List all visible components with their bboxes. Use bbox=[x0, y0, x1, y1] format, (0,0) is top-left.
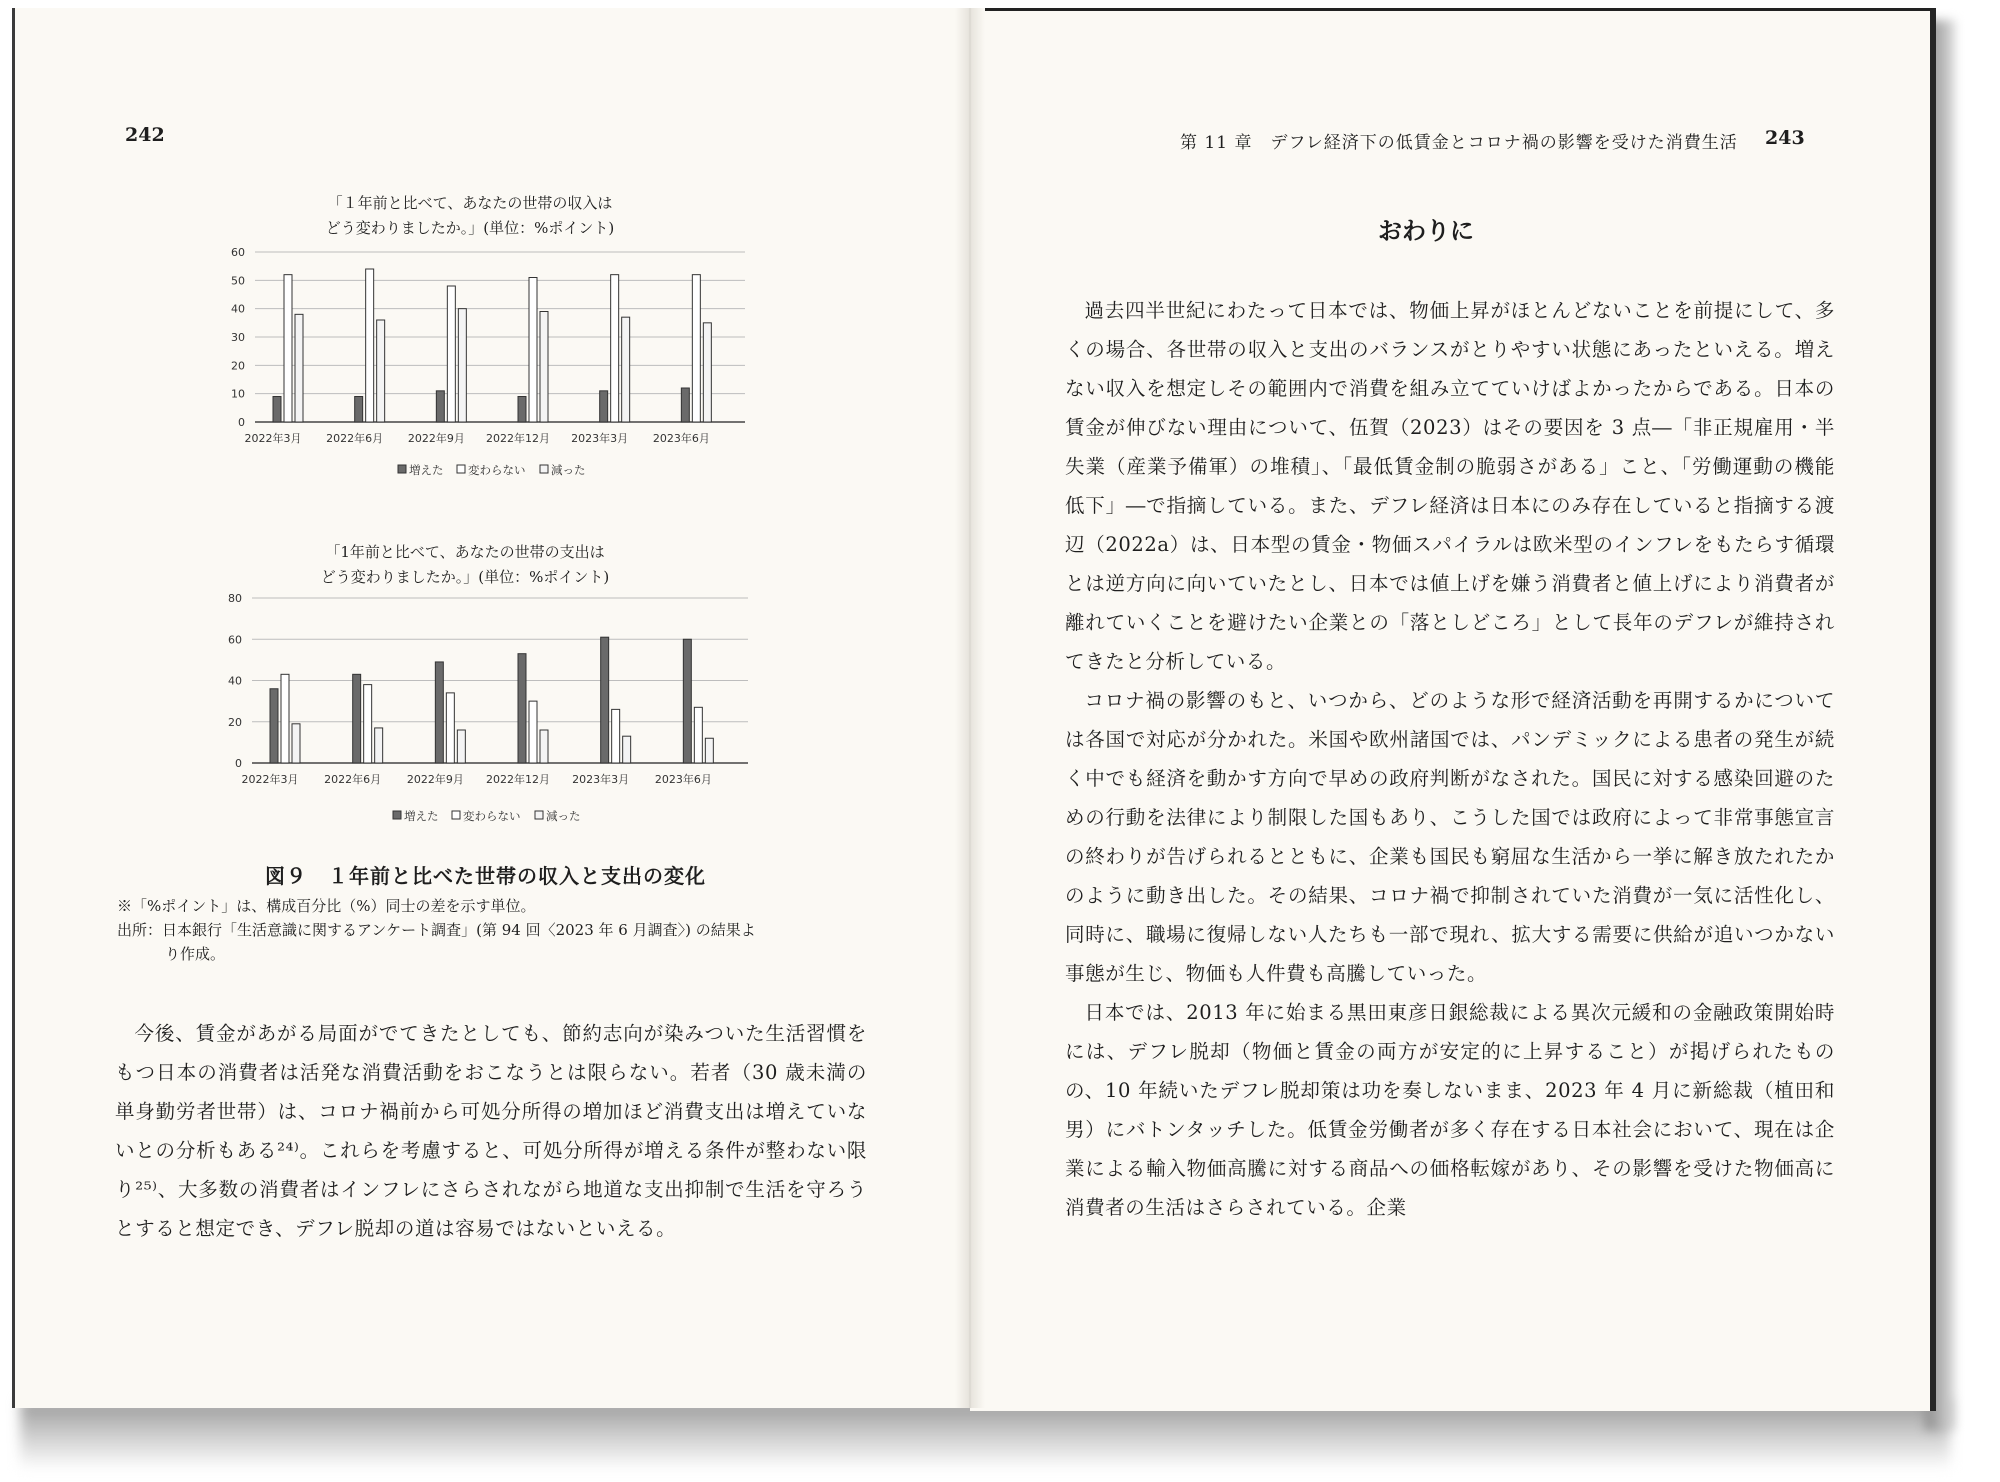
chart2-y-tick-label: 40 bbox=[228, 674, 242, 688]
chart1-legend-swatch bbox=[398, 465, 406, 473]
section-title: おわりに bbox=[1378, 217, 1474, 245]
chart2-x-tick-label: 2023年6月 bbox=[654, 773, 712, 786]
chart1-title-line2: どう変わりましたか。」(単位：%ポイント) bbox=[325, 219, 615, 237]
chart1-legend-label: 減った bbox=[551, 463, 586, 477]
chart2-title bbox=[165, 540, 765, 590]
chart2-legend-swatch bbox=[393, 811, 401, 819]
chart2-y-tick-label: 0 bbox=[235, 757, 242, 770]
chart2-x-tick-label: 2023年3月 bbox=[572, 773, 630, 786]
page-number-right: 243 bbox=[1765, 127, 1805, 149]
chart2-bar-2 bbox=[694, 707, 702, 763]
chart2-bar-3 bbox=[375, 728, 383, 763]
chart1-bar-3 bbox=[540, 312, 548, 423]
chart1-x-tick-label: 2023年3月 bbox=[571, 432, 629, 445]
chart1-legend-label: 変わらない bbox=[468, 463, 526, 477]
figure-caption: 図９ １年前と比べた世帯の収入と支出の変化 bbox=[265, 864, 706, 888]
chart1-bar-3 bbox=[377, 320, 385, 422]
chart1-bar-2 bbox=[447, 286, 455, 422]
chart2-bar-3 bbox=[457, 730, 465, 763]
chart1-bar-2 bbox=[529, 278, 537, 423]
chart1-bar-2 bbox=[692, 275, 700, 422]
chart1-y-tick-label: 50 bbox=[231, 274, 245, 288]
chart2-title-line1: 「1年前と比べて、あなたの世帯の支出は bbox=[325, 543, 605, 561]
chart1-bar-2 bbox=[284, 275, 292, 422]
chart1-y-tick-label: 0 bbox=[238, 416, 245, 429]
chart1-bar-3 bbox=[703, 323, 711, 422]
chart1-bar-1 bbox=[681, 388, 689, 422]
chart1-bar-2 bbox=[366, 269, 374, 422]
chart2-x-tick-label: 2022年3月 bbox=[241, 773, 299, 786]
chart1-x-tick-label: 2022年9月 bbox=[407, 432, 465, 445]
paragraph-2: コロナ禍の影響のもと、いつから、どのような形で経済活動を再開するかについては各国で対応が分かれた。米国や欧州諸国では、パンデミックによる患者の発生が続く中でも経済を動かす方向で早めの政府判断がなされた。国民に対する感染回避のための行動を法律により制限した国もあり、こうした国では政府によって非常事態宣言の終わりが告げられるとともに、企業も国民も窮屈な生活から一挙に解き放たれたかのように動き出した。その結果、コロナ禍で抑制されていた消費が一気に活性化し、同時に、職場に復帰しない人たちも一部で現れ、拡大する需要に供給が追いつかない事態が生じ、物価も人件費も高騰していった。 bbox=[1065, 689, 1835, 985]
chart1-legend-swatch bbox=[457, 465, 465, 473]
right-page bbox=[970, 8, 1936, 1411]
paragraph: 今後、賃金があがる局面がでてきたとしても、節約志向が染みついた生活習慣をもつ日本の消費者は活発な消費活動をおこなうとは限らない。若者（30 歳未満の単身勤労者世帯）は、コロナ禍前から可処分所得の増加ほど消費支出は増えていないとの分析もある²⁴⁾。これらを考慮すると、可処分所得が増える条件が整わない限り²⁵⁾、大多数の消費者はインフレにさらされながら地道な支出抑制で生活を守ろうとすると想定でき、デフレ脱却の道は容易ではないといえる。 bbox=[115, 1022, 867, 1240]
chart2-bar-2 bbox=[281, 674, 289, 763]
chart1-bar-1 bbox=[518, 397, 526, 423]
chart1-bar-3 bbox=[622, 317, 630, 422]
body-text-right bbox=[1065, 291, 1835, 1227]
chart1-legend-label: 増えた bbox=[409, 463, 444, 477]
chart2-bar-1 bbox=[601, 637, 609, 763]
chart2-bar-2 bbox=[364, 685, 372, 763]
chart1-bar-3 bbox=[458, 309, 466, 422]
chart1-bar-2 bbox=[611, 275, 619, 422]
chart2-legend-label: 増えた bbox=[404, 809, 439, 823]
page-number-left: 242 bbox=[125, 124, 165, 146]
chart2-bar-1 bbox=[435, 662, 443, 763]
chart2-legend-label: 減った bbox=[546, 809, 581, 823]
chart2-x-tick-label: 2022年9月 bbox=[406, 773, 464, 786]
chart2-bar-1 bbox=[353, 674, 361, 763]
chart2-bar-3 bbox=[623, 736, 631, 763]
chart1-bar-1 bbox=[600, 391, 608, 422]
figure-source: 出所：日本銀行「生活意識に関するアンケート調査」(第 94 回〈2023 年 6 月調査〉) の結果よ bbox=[117, 921, 756, 939]
book-gutter bbox=[955, 8, 985, 1408]
chart1-y-tick-label: 60 bbox=[231, 246, 245, 259]
chart2-bar-2 bbox=[529, 701, 537, 763]
chart1-title-line1: 「１年前と比べて、あなたの世帯の収入は bbox=[327, 194, 613, 212]
chart2-legend-swatch bbox=[535, 811, 543, 819]
chart2-bar-1 bbox=[683, 639, 691, 763]
chart2-x-tick-label: 2022年6月 bbox=[324, 773, 382, 786]
chart2-y-tick-label: 80 bbox=[228, 592, 242, 605]
chart1-bar-1 bbox=[355, 397, 363, 423]
chart1-x-tick-label: 2023年6月 bbox=[652, 432, 710, 445]
chart1-x-tick-label: 2022年12月 bbox=[486, 432, 550, 445]
chart2-title-line2: どう変わりましたか。」(単位：%ポイント) bbox=[320, 568, 610, 586]
running-header: 第 11 章 デフレ経済下の低賃金とコロナ禍の影響を受けた消費生活 bbox=[1180, 133, 1738, 153]
paragraph-3: 日本では、2013 年に始まる黒田東彦日銀総裁による異次元緩和の金融政策開始時には、デフレ脱却（物価と賃金の両方が安定的に上昇すること）が掲げられたものの、10 年続いたデフレ脱却策は功を奏しないまま、2023 年 4 月に新総裁（植田和男）にバトンタッチした。低賃金労働者が多く存在する日本社会において、現在は企業による輸入物価高騰に対する商品への価格転嫁があり、その影響を受けた物価高に消費者の生活はさらされている。企業 bbox=[1065, 1001, 1835, 1219]
chart2-bar-3 bbox=[292, 724, 300, 763]
paragraph-1: 過去四半世紀にわたって日本では、物価上昇がほとんどないことを前提にして、多くの場合、各世帯の収入と支出のバランスがとりやすい状態にあったといえる。増えない収入を想定しその範囲内で消費を組み立てていけばよかったからである。日本の賃金が伸びない理由について、伍賀（2023）はその要因を 3 点―「非正規雇用・半失業（産業予備軍）の堆積」、「最低賃金制の脆弱さがある」こと、「労働運動の機能低下」―で指摘している。また、デフレ経済は日本にのみ存在していると指摘する渡辺（2022a）は、日本型の賃金・物価スパイラルは欧米型のインフレをもたらす循環とは逆方向に向いていたとし、日本では値上げを嫌う消費者と値上げにより消費者が離れていくことを避けたい企業との「落としどころ」として長年のデフレが維持されてきたと分析している。 bbox=[1065, 299, 1835, 673]
chart1-y-tick-label: 30 bbox=[231, 331, 245, 344]
figure-note: ※「%ポイント」は、構成百分比（%）同士の差を示す単位。 bbox=[117, 897, 536, 915]
left-page bbox=[12, 8, 973, 1408]
chart2-legend-label: 変わらない bbox=[463, 809, 521, 823]
chart1-bar-1 bbox=[273, 397, 281, 423]
chart1-legend-swatch bbox=[540, 465, 548, 473]
chart1-bar-3 bbox=[295, 314, 303, 422]
chart2-bar-2 bbox=[612, 709, 620, 763]
chart1-bar-1 bbox=[436, 391, 444, 422]
chart2-bar-1 bbox=[518, 654, 526, 763]
chart1-y-tick-label: 40 bbox=[231, 302, 245, 316]
figure-source-cont: り作成。 bbox=[165, 945, 226, 963]
chart1-x-tick-label: 2022年6月 bbox=[326, 432, 384, 445]
chart2-y-tick-label: 60 bbox=[228, 633, 242, 647]
chart1-x-tick-label: 2022年3月 bbox=[244, 432, 302, 445]
chart1-y-tick-label: 20 bbox=[231, 359, 245, 373]
chart2-bar-1 bbox=[270, 689, 278, 763]
chart2-legend-swatch bbox=[452, 811, 460, 819]
body-text-left bbox=[115, 1014, 867, 1248]
chart1-y-tick-label: 10 bbox=[231, 387, 245, 401]
chart2-bar-2 bbox=[446, 693, 454, 763]
chart2-bar-3 bbox=[540, 730, 548, 763]
chart2-bar-3 bbox=[705, 738, 713, 763]
chart2-y-tick-label: 20 bbox=[228, 715, 242, 729]
chart2-x-tick-label: 2022年12月 bbox=[486, 773, 550, 786]
